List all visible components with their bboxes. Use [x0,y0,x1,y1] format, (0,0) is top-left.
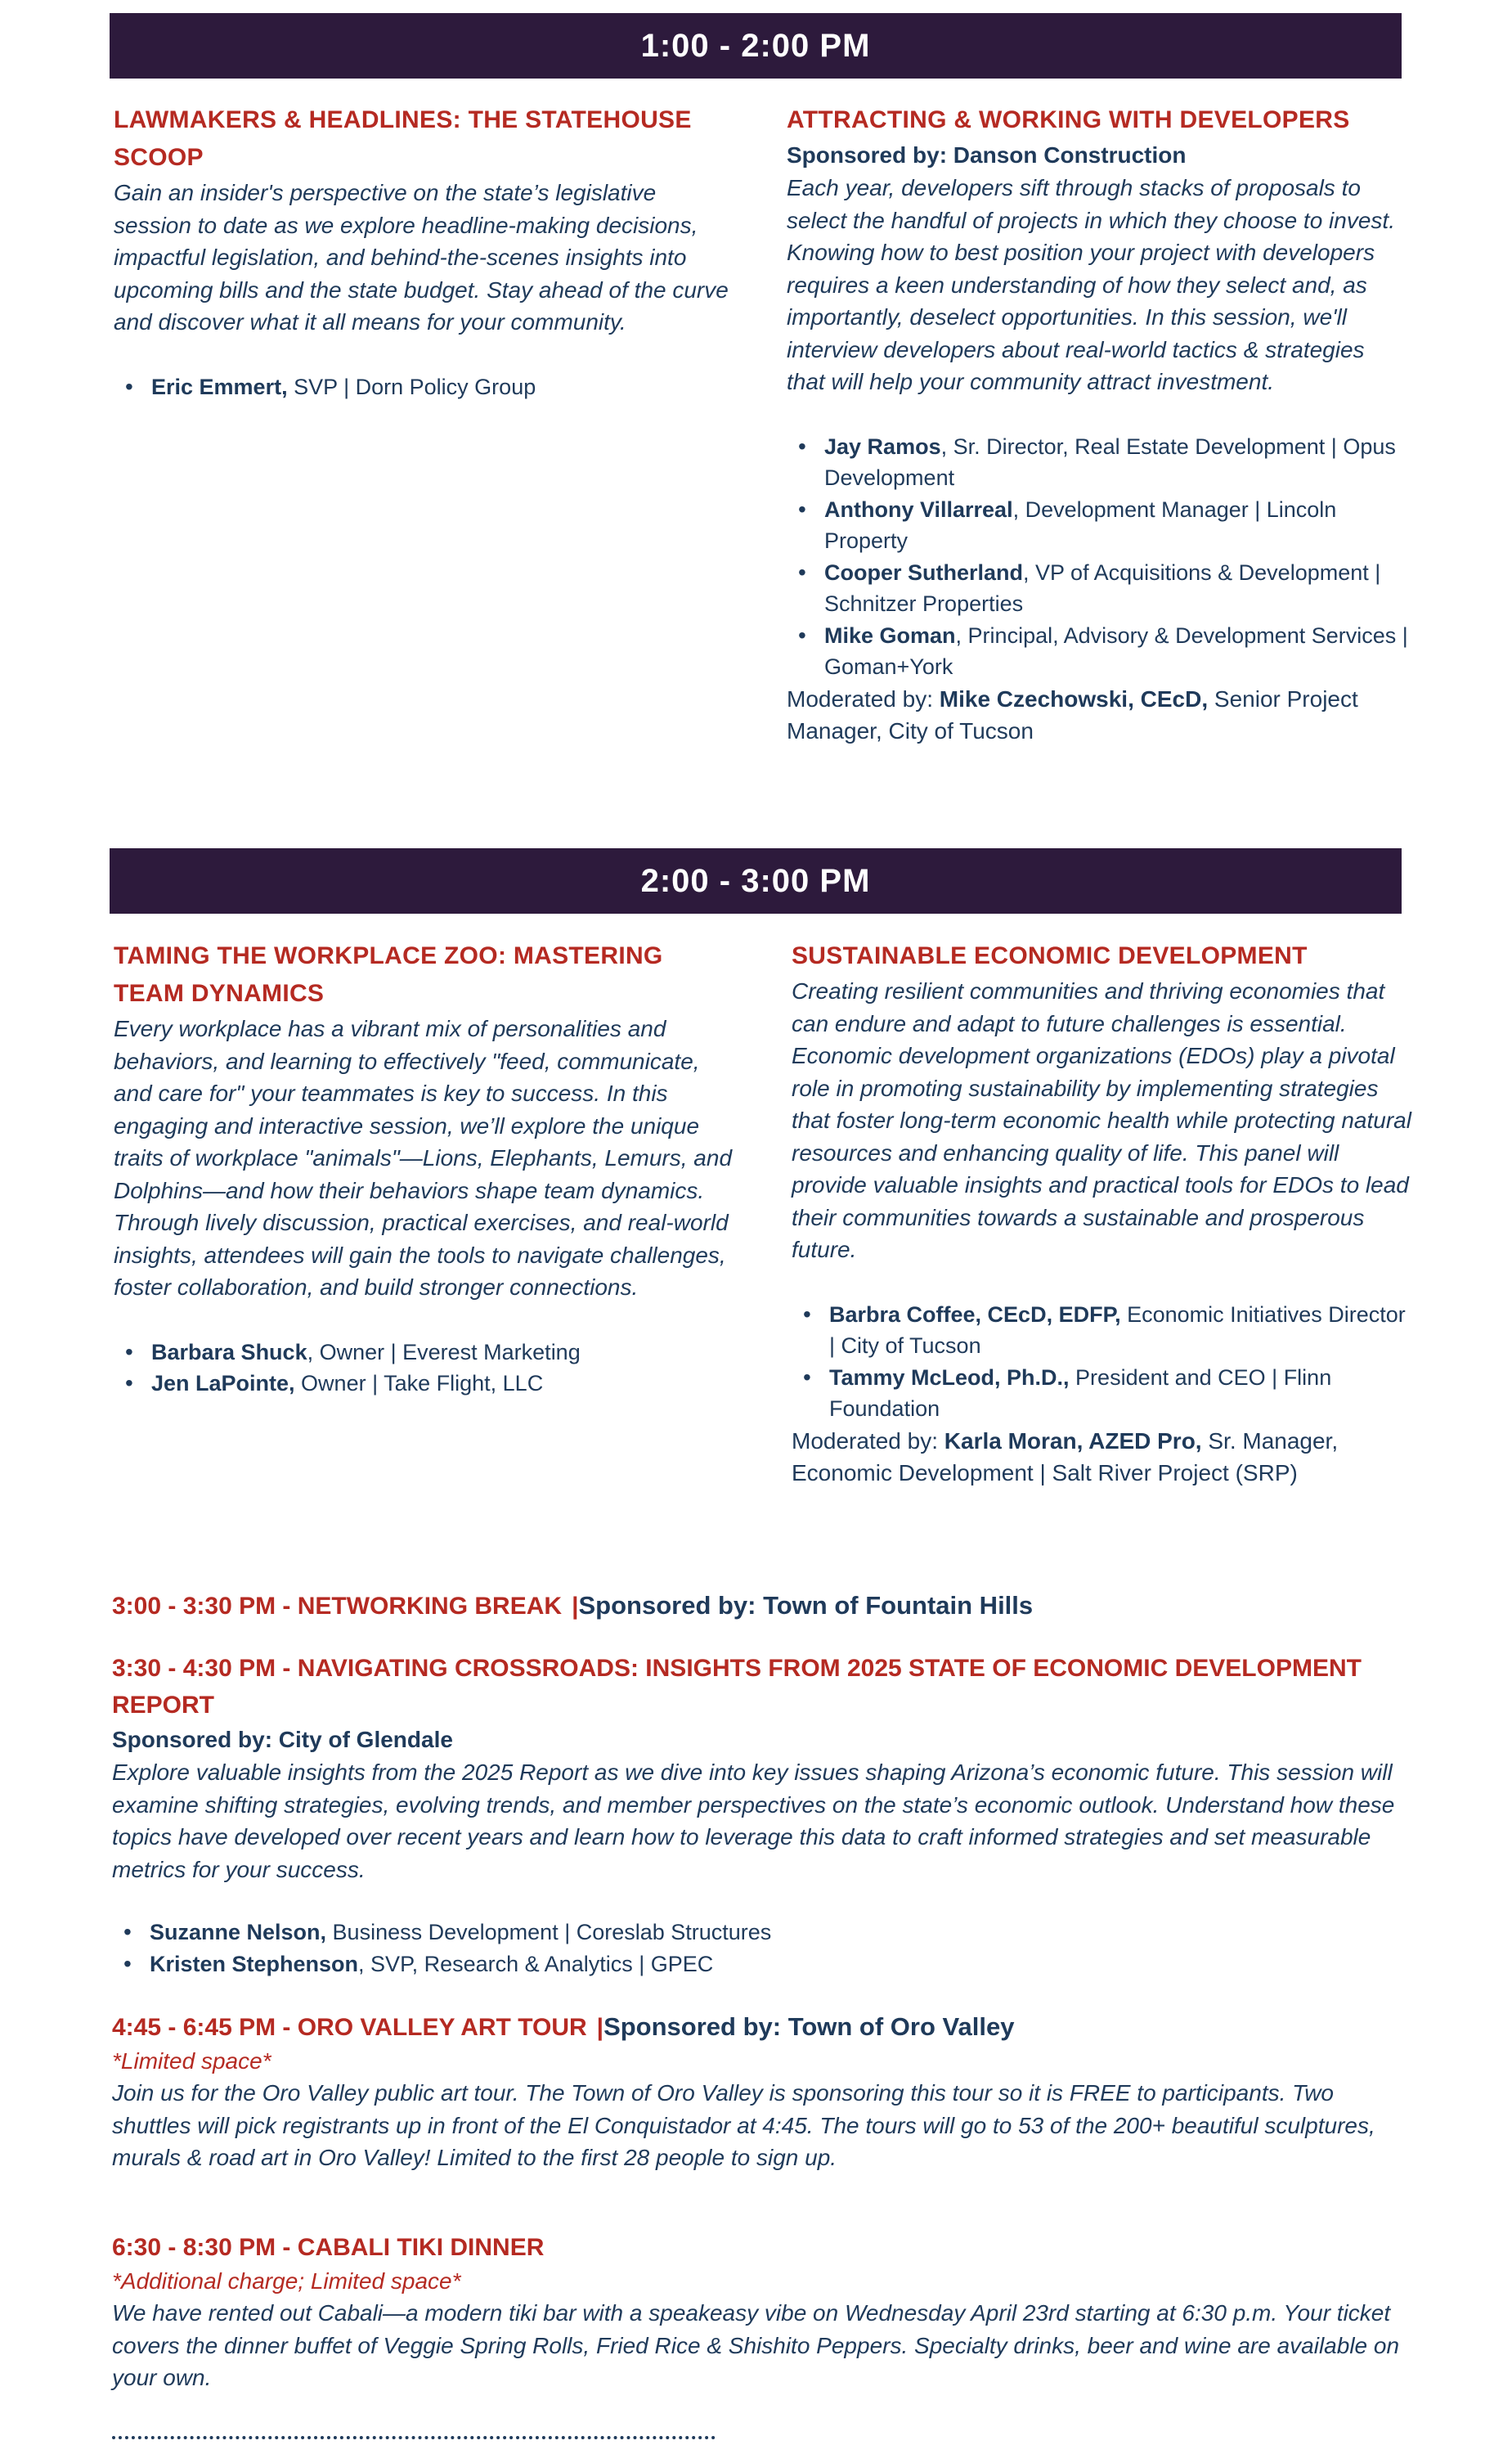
event-heading [112,2008,1408,2046]
session-title: TAMING THE WORKPLACE ZOO: MASTERING TEAM DYNAMICS [114,942,663,1007]
speaker-detail: Economic Initiatives Director | City of Tucson [829,1301,1406,1358]
moderator-detail: Sr. Manager, Economic Development | Salt River Project (SRP) [792,1427,1339,1485]
event-note: *Additional charge; Limited space* [112,2268,461,2294]
session-sustainable-economic-development [792,937,1413,1489]
speaker-name: Barbra Coffee, CEcD, EDFP, [829,1301,1121,1327]
networking-break [112,1587,1408,1625]
speaker-item [824,431,1408,494]
speaker-detail: Owner | Take Flight, LLC [294,1371,544,1396]
speaker-list [112,1917,1408,1980]
speaker-detail: , Development Manager | Lincoln Property [824,497,1337,553]
session-navigating-crossroads [112,1650,1408,1980]
speaker-detail: SVP | Dorn Policy Group [287,374,536,399]
break-sponsor: Sponsored by: Town of Fountain Hills [578,1591,1034,1620]
session-working-with-developers [787,101,1408,747]
break-title: 3:00 - 3:30 PM - NETWORKING BREAK [112,1593,563,1620]
time-banner-1-2pm: 1:00 - 2:00 PM [110,13,1402,79]
event-title: 6:30 - 8:30 PM - CABALI TIKI DINNER [112,2234,545,2261]
moderator-prefix: Moderated by: [787,685,940,712]
speaker-name: Suzanne Nelson, [150,1920,327,1944]
speaker-detail: , VP of Acquisitions & Development | Schnitzer Properties [824,560,1381,616]
speaker-list [114,371,735,403]
speaker-list [787,431,1408,683]
speaker-detail: , SVP, Research & Analytics | GPEC [358,1951,714,1976]
speaker-item [829,1362,1413,1425]
speaker-item [151,1337,735,1369]
speaker-item [150,1917,1408,1948]
session-description: Every workplace has a vibrant mix of personalities and behaviors, and learning to effectively "feed, communicate, and care for" your teammates is key to success. In this engaging and interactive session, we’ll explore the unique traits of workplace "animals"—Lions, Elephants, Lemurs, and Dolphins—and how their behaviors shape team dynamics. Through lively discussion, practical exercises, and real-world insights, attendees will gain the tools to navigate challenges, foster collaboration, and build stronger connections. [114,1016,733,1300]
time-banner-2-3pm: 2:00 - 3:00 PM [110,848,1402,914]
session-title: SUSTAINABLE ECONOMIC DEVELOPMENT [792,942,1308,969]
event-description: We have rented out Cabali—a modern tiki bar with a speakeasy vibe on Wednesday April 23rd starting at 6:30 p.m. Your ticket covers the dinner buffet of Veggie Spring Rolls, Fried Rice & Shishito Peppers. Specialty drinks, beer and wine are available on your own. [112,2300,1400,2390]
session-title: ATTRACTING & WORKING WITH DEVELOPERS [787,106,1350,133]
session-sponsor: Sponsored by: Danson Construction [787,142,1187,168]
speaker-name: Barbara Shuck [151,1339,307,1364]
session-sponsor: Sponsored by: City of Glendale [112,1727,453,1752]
session-statehouse-scoop [114,101,735,402]
speaker-item [824,620,1408,683]
speaker-list [792,1299,1413,1425]
event-cabali-tiki-dinner [112,2229,1408,2394]
speaker-list [114,1337,735,1400]
speaker-name: Kristen Stephenson [150,1951,359,1976]
moderator-name: Mike Czechowski, CEcD, [939,685,1209,712]
session-description: Gain an insider's perspective on the state’s legislative session to date as we explore headline-making decisions, impactful legislation, and behind-the-scenes insights into upcoming bills and the state budget. Stay ahead of the curve and discover what it all means for your community. [114,180,729,335]
speaker-item [151,1368,735,1400]
speaker-name: Anthony Villarreal [824,497,1013,522]
speaker-item [150,1948,1408,1980]
speaker-detail: , Sr. Director, Real Estate Development | Opus Development [824,434,1396,490]
speaker-detail: President and CEO | Flinn Foundation [829,1364,1332,1421]
event-description: Join us for the Oro Valley public art tour. The Town of Oro Valley is sponsoring this tour so it is FREE to participants. Two shuttles will pick registrants up in front of the El Conquistador at 4:45. The tours will go to 53 of the 200+ beautiful sculptures, murals & road art in Oro Valley! Limited to the first 28 people to sign up. [112,2080,1375,2170]
moderator-prefix: Moderated by: [792,1427,944,1454]
event-sponsor: Sponsored by: Town of Oro Valley [603,2012,1015,2041]
dotted-divider [112,2436,716,2439]
event-title: 4:45 - 6:45 PM - ORO VALLEY ART TOUR [112,2014,587,2041]
session-description: Explore valuable insights from the 2025 Report as we dive into key issues shaping Arizona’s economic future. This session will examine shifting strategies, evolving trends, and member perspectives on the state’s economic outlook. Understand how these topics have developed over recent years and learn how to leverage this data to craft informed strategies and set measurable metrics for your success. [112,1760,1395,1882]
moderator-detail: Senior Project Manager, City of Tucson [787,685,1358,744]
event-oro-valley-art-tour [112,2008,1408,2174]
speaker-item [151,371,735,403]
session-description: Creating resilient communities and thriving economies that can endure and adapt to future challenges is essential. Economic development organizations (EDOs) play a pivotal role in promoting sustainability by implementing strategies that foster long-term economic health while protecting natural resources and enhancing quality of life. This panel will provide valuable insights and practical tools for EDOs to lead their communities towards a sustainable and prosperous future. [792,978,1411,1262]
event-note: *Limited space* [112,2048,271,2074]
speaker-name: Eric Emmert, [151,374,288,399]
speaker-name: Jen LaPointe, [151,1371,295,1396]
speaker-name: Tammy McLeod, Ph.D., [829,1364,1070,1390]
session-description: Each year, developers sift through stacks of proposals to select the handful of projects in which they choose to invest. Knowing how to best position your project with developers requires a keen understanding of how they select and, as importantly, deselect opportunities. In this session, we'll interview developers about real-world tactics & strategies that will help your community attract investment. [787,175,1395,394]
speaker-detail: , Owner | Everest Marketing [307,1339,581,1364]
speaker-detail: Business Development | Coreslab Structures [326,1920,772,1944]
moderator-name: Karla Moran, AZED Pro, [944,1427,1202,1454]
separator: | [596,2014,604,2041]
break-heading [112,1587,1408,1625]
session-workplace-zoo [114,937,735,1400]
session-title: 3:30 - 4:30 PM - NAVIGATING CROSSROADS: INSIGHTS FROM 2025 STATE OF ECONOMIC DEVELOPMENT REPORT [112,1655,1362,1719]
speaker-name: Cooper Sutherland [824,560,1024,585]
speaker-name: Mike Goman [824,622,956,648]
speaker-item [824,494,1408,557]
speaker-name: Jay Ramos [824,434,941,459]
speaker-item [829,1299,1413,1362]
speaker-detail: , Principal, Advisory & Development Services | Goman+York [824,622,1408,679]
separator: | [572,1593,579,1620]
session-moderator [787,683,1408,747]
session-moderator [792,1425,1413,1489]
session-title: LAWMAKERS & HEADLINES: THE STATEHOUSE SCOOP [114,106,692,171]
speaker-item [824,557,1408,620]
